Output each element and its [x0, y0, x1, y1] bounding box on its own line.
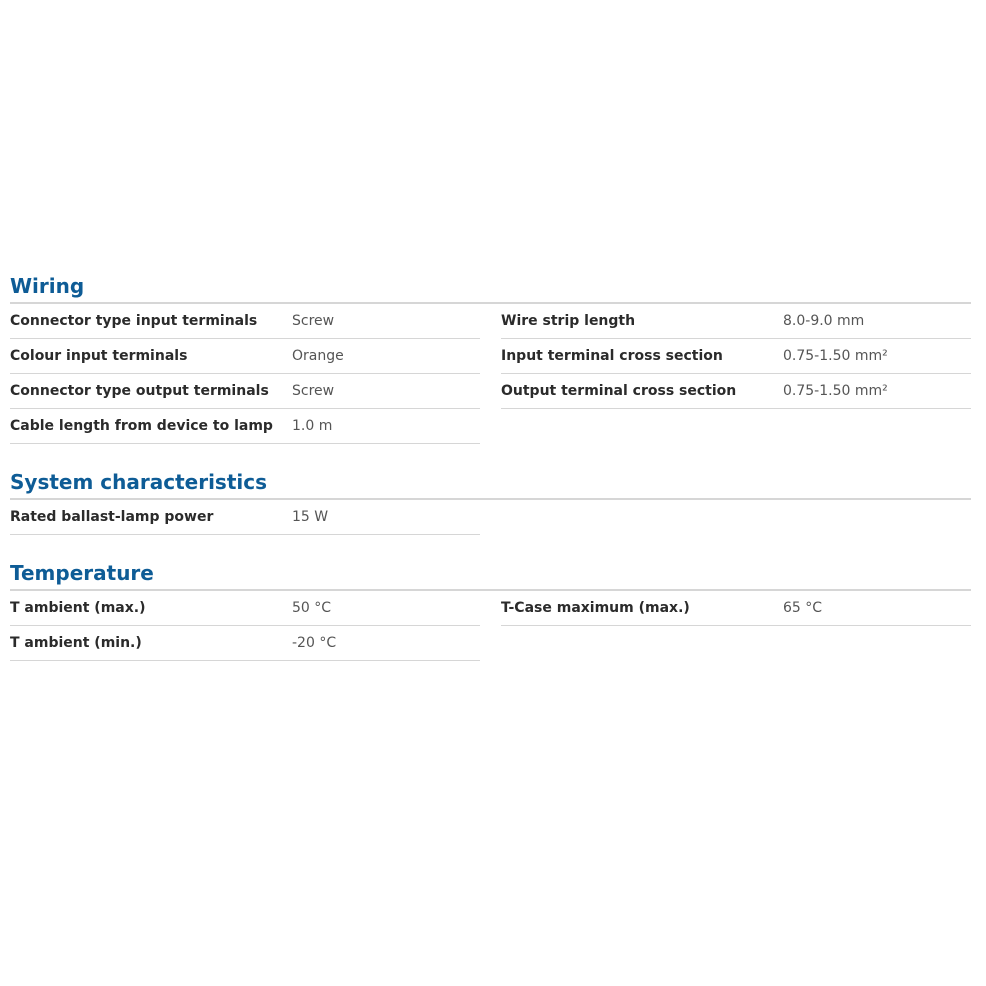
spec-row	[501, 374, 971, 409]
spec-value: 1.0 m	[292, 418, 333, 434]
spec-row	[10, 339, 480, 374]
wiring-left-column	[10, 304, 480, 444]
spec-sheet	[10, 270, 971, 683]
spec-label: Connector type input terminals	[10, 313, 258, 329]
spec-label: Rated ballast-lamp power	[10, 509, 214, 525]
spec-value: -20 °C	[292, 635, 337, 651]
spec-row	[10, 304, 480, 339]
temperature-right-column	[501, 591, 971, 661]
spec-label: T-Case maximum (max.)	[501, 600, 690, 616]
spec-row	[10, 591, 480, 626]
section-title-wiring: Wiring	[10, 270, 971, 304]
spec-row	[10, 409, 480, 444]
spec-row	[10, 626, 480, 661]
spec-label: Wire strip length	[501, 313, 636, 329]
spec-row	[10, 374, 480, 409]
spec-label: Colour input terminals	[10, 348, 188, 364]
spec-label: Cable length from device to lamp	[10, 418, 273, 434]
spec-value: 0.75-1.50 mm²	[783, 383, 888, 399]
section-wiring	[10, 270, 971, 444]
spec-label: Input terminal cross section	[501, 348, 723, 364]
section-system-characteristics	[10, 466, 971, 535]
spec-value: Orange	[292, 348, 344, 364]
system-right-column	[501, 500, 971, 535]
section-title-temperature: Temperature	[10, 557, 971, 591]
spec-label: Connector type output terminals	[10, 383, 269, 399]
spec-value: 65 °C	[783, 600, 823, 616]
spec-value: 50 °C	[292, 600, 332, 616]
spec-value: 8.0-9.0 mm	[783, 313, 865, 329]
spec-label: T ambient (min.)	[10, 635, 142, 651]
section-title-system-characteristics: System characteristics	[10, 466, 971, 500]
section-temperature	[10, 557, 971, 661]
spec-row	[501, 339, 971, 374]
spec-value: Screw	[292, 313, 335, 329]
temperature-left-column	[10, 591, 480, 661]
system-left-column	[10, 500, 480, 535]
spec-value: 15 W	[292, 509, 329, 525]
spec-row	[10, 500, 480, 535]
wiring-right-column	[501, 304, 971, 444]
spec-label: Output terminal cross section	[501, 383, 737, 399]
spec-value: Screw	[292, 383, 335, 399]
spec-row	[501, 304, 971, 339]
spec-label: T ambient (max.)	[10, 600, 146, 616]
spec-row	[501, 591, 971, 626]
spec-value: 0.75-1.50 mm²	[783, 348, 888, 364]
